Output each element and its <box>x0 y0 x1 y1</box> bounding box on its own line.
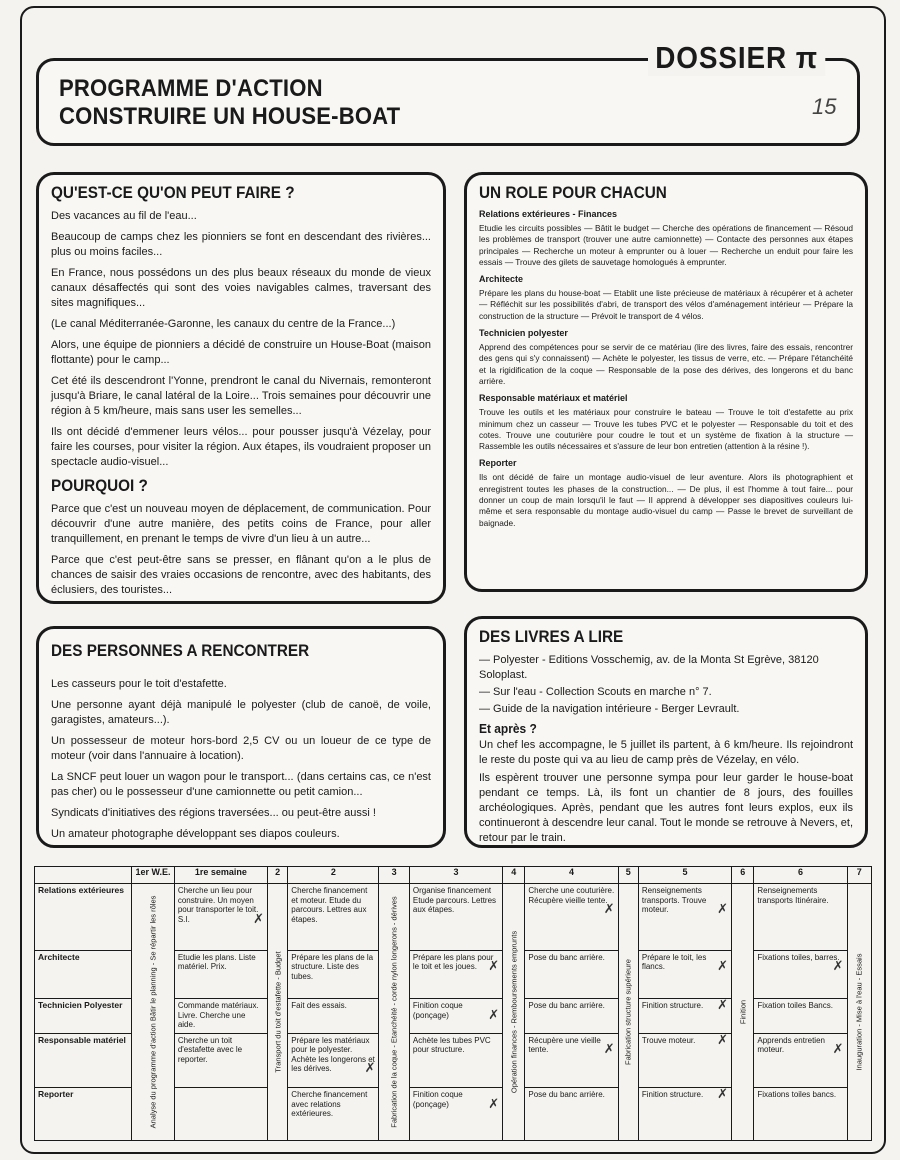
paragraph: Des vacances au fil de l'eau... <box>51 210 197 222</box>
vertical-text: Inauguration - Mise à l'eau - Essais <box>854 953 864 1071</box>
vertical-cell <box>379 884 409 1141</box>
table-cell <box>409 1088 502 1141</box>
header-cell: 7 <box>847 867 871 884</box>
cell-text: Finition structure. <box>641 1001 704 1011</box>
table-cell <box>288 950 379 999</box>
header-cell: 1er W.E. <box>132 867 175 884</box>
table-row <box>35 884 872 951</box>
check-mark-icon: ✗ <box>832 959 844 975</box>
paragraph: Un possesseur de moteur hors-bord 2,5 CV ou un loueur de ce type de moteur (voir dans l'annuaire à location). <box>51 735 431 762</box>
check-mark-icon: ✗ <box>603 902 615 918</box>
table-cell <box>409 950 502 999</box>
cell-text: Cherche financement et moteur. Etude du parcours. Lettres aux étapes. <box>291 886 368 924</box>
paragraph: Un amateur photographe développant ses diapos couleurs. <box>51 828 340 840</box>
vertical-text: Fabrication structure supérieure <box>623 959 633 1066</box>
paragraph: Beaucoup de camps chez les pionniers se font en descendant des rivières... plus ou moins faciles... <box>51 231 431 258</box>
table-cell <box>638 999 731 1033</box>
check-mark-icon: ✗ <box>717 959 729 975</box>
table-cell <box>174 999 267 1033</box>
header-cell: 4 <box>503 867 525 884</box>
vertical-cell <box>618 884 638 1141</box>
table-cell <box>754 884 847 951</box>
cell-text: Organise financement Etude parcours. Lettres aux étapes. <box>412 886 497 915</box>
table-cell <box>174 950 267 999</box>
paragraph: Ils espèrent trouver une personne sympa pour leur garder le house-boat pendant ce temps. Là, ils font un chantier de 8 jours, des fouilles archéologiques. Après, pendant que les autres font leurs explos, eux ils continueront à descendre leur canal. Tout le monde se retrouve à Nevers, et, retour par le train. <box>479 772 853 844</box>
paragraph: Parce que c'est peut-être sans se presser, en flânant qu'on a le plus de chances de saisir des vraies occasions de rencontre, avec des habitants, des éclusiers, des touristes... <box>51 554 431 596</box>
row-label: Architecte <box>35 950 132 999</box>
title-line-2: CONSTRUIRE UN HOUSE-BOAT <box>59 103 401 130</box>
check-mark-icon: ✗ <box>717 902 729 918</box>
role-heading: Architecte <box>479 274 524 285</box>
role-heading: Reporter <box>479 458 517 469</box>
table-cell <box>174 1088 267 1141</box>
box-title: UN ROLE POUR CHACUN <box>479 183 667 202</box>
table-cell <box>288 1033 379 1088</box>
paragraph: Ils ont décidé d'emmener leurs vélos... pour pousser jusqu'à Vézelay, pour faire les courses, pour visiter la région. Aux étapes, ils voudraient proposer un spectacle audio-visuel... <box>51 426 431 468</box>
cell-text: Pose du banc arrière. <box>528 1001 605 1011</box>
cell-text: Renseignements transports. Trouve moteur. <box>641 886 707 915</box>
book-item: — Polyester - Editions Vosschemig, av. de la Monta St Egrève, 38120 Soloplast. <box>479 654 819 681</box>
cell-text: Trouve moteur. <box>641 1035 696 1045</box>
vertical-text: Opération finances - Remboursements emprunts <box>509 931 519 1094</box>
cell-text: Finition structure. <box>641 1090 704 1100</box>
box-roles <box>464 172 868 592</box>
check-mark-icon: ✗ <box>717 1032 729 1048</box>
header-cell: 5 <box>638 867 731 884</box>
row-label: Responsable matériel <box>35 1033 132 1088</box>
table-cell <box>174 884 267 951</box>
header-cell: 2 <box>288 867 379 884</box>
cell-text: Récupère une vieille tente. <box>528 1035 601 1055</box>
cell-text: Etudie les plans. Liste matériel. Prix. <box>177 952 256 972</box>
cell-text: Fixations toiles, barres. <box>757 952 840 962</box>
header-cell: 3 <box>379 867 409 884</box>
cell-text: Apprends entretien moteur. <box>757 1035 825 1055</box>
paragraph: Syndicats d'initiatives des régions traversées... ou peut-être aussi ! <box>51 807 376 819</box>
planning-table <box>34 866 872 1141</box>
table-cell <box>174 1033 267 1088</box>
header-cell: 2 <box>268 867 288 884</box>
box-personnes <box>36 626 446 848</box>
vertical-cell <box>503 884 525 1141</box>
cell-text: Cherche un toit d'estafette avec le reporter. <box>177 1035 243 1064</box>
table-cell <box>638 1088 731 1141</box>
role-text: Apprend des compétences pour se servir de ce matériau (lire des livres, faire des essais, rencontrer des gens qui s'y connaissent) — Achète le polyester, les tissus de verre, etc. — Prépare l'étanchéité et la rigidification de la coque — Responsable de la pose des dérives, des longerons et du banc arrière. <box>479 342 853 386</box>
header-cell: 6 <box>754 867 847 884</box>
book-item: — Guide de la navigation intérieure - Berger Levrault. <box>479 703 740 715</box>
cell-text: Fixation toiles Bancs. <box>757 1001 833 1011</box>
cell-text: Prépare le toit, les flancs. <box>641 952 707 972</box>
table-cell <box>754 1033 847 1088</box>
cell-text: Commande matériaux. Livre. Cherche une aide. <box>177 1001 259 1030</box>
table-cell <box>638 1033 731 1088</box>
page-number: 15 <box>812 94 837 119</box>
role-heading: Responsable matériaux et matériel <box>479 393 628 404</box>
table-cell <box>409 884 502 951</box>
header-cell: 5 <box>618 867 638 884</box>
table-cell <box>525 999 618 1033</box>
check-mark-icon: ✗ <box>717 1087 729 1103</box>
role-text: Ils ont décidé de faire un montage audio-visuel de leur aventure. Alors ils photographient et enregistrent toutes les phases de la construction... — De plus, il est l'homme à tout faire... pour donner un coup de main lorsqu'il le faut — Il apprend à développer ses diapositives couleurs lui-même et sera responsable du montage audio-visuel du camp — Passe le brevet de surveillant de baignade. <box>479 472 853 528</box>
paragraph: Parce que c'est un nouveau moyen de déplacement, de communication. Pour découvrir d'une autre manière, des petits coins de France, pour aller tranquillement, en prenant le temps de vivre d'un lieu à un autre... <box>51 503 431 545</box>
header-cell: 1re semaine <box>174 867 267 884</box>
table-header-row <box>35 867 872 884</box>
subtitle-pourquoi: POURQUOI ? <box>51 476 148 495</box>
cell-text: Prépare les plans pour le toit et les joues. <box>412 952 494 972</box>
role-text: Prépare les plans du house-boat — Etablit une liste précieuse de matériaux à récupérer et à acheter — Réfléchit sur les possibilités d'abri, de transport des vélos d'aménagement intérieur — Prépare la construction de la structure — Prévoit le transport de 4 vélos. <box>479 288 853 321</box>
table-cell <box>409 1033 502 1088</box>
vertical-text: Fabrication de la coque - Etanchéité - corde nylon longerons - dérives <box>389 896 399 1128</box>
cell-text: Finition coque (ponçage) <box>412 1090 463 1109</box>
role-text: Etudie les circuits possibles — Bâtit le budget — Cherche des opérations de financement — Résoud les problèmes de transport (trouver une autre camionnette) — Contacte des personnes aux étapes principales — Recherche un moteur à emprunter ou à louer — Recherche un enduit pour faire les essais — Trouve des gilets de sauvetage homologués à emprunter. <box>479 223 853 267</box>
vertical-text: Transport du toit d'estafette - Budget <box>273 951 283 1073</box>
box-que-faire <box>36 172 446 604</box>
table-cell <box>638 884 731 951</box>
check-mark-icon: ✗ <box>488 1007 500 1023</box>
paragraph: (Le canal Méditerranée-Garonne, les canaux du centre de la France...) <box>51 318 396 330</box>
paragraph: La SNCF peut louer un wagon pour le transport... (dans certains cas, ce n'est pas cher) ou le possesseur d'une camionnette ou petit camion... <box>51 771 431 798</box>
paragraph: Une personne ayant déjà manipulé le polyester (club de canoë, de voile, garagistes, amateurs...). <box>51 699 431 726</box>
paragraph: Cet été ils descendront l'Yonne, prendront le canal du Nivernais, remonteront jusqu'à Briare, le canal latéral de la Loire... Trois semaines pour découvrir une région à 5 km/heure, mais sans user les semelles... <box>51 375 431 417</box>
box-livres <box>464 616 868 848</box>
cell-text: Finition coque (ponçage) <box>412 1001 463 1020</box>
cell-text: Cherche un lieu pour construire. Un moyen pour transporter le toit. S.I. <box>177 886 259 924</box>
cell-text: Achète les tubes PVC pour structure. <box>412 1035 491 1055</box>
table-cell <box>754 999 847 1033</box>
table-cell <box>525 884 618 951</box>
subtitle-et-apres: Et après ? <box>479 721 537 736</box>
box-title: DES LIVRES A LIRE <box>479 627 624 646</box>
cell-text: Prépare les matériaux pour le polyester. Achète les longerons et les dérives. <box>291 1035 375 1074</box>
table-cell <box>288 884 379 951</box>
paragraph: En France, nous possédons un des plus beaux réseaux du monde de vieux canaux désaffectés qui sont des voies navigables calmes, traversant des sites magnifiques... <box>51 267 431 309</box>
table-cell <box>754 1088 847 1141</box>
table-cell <box>409 999 502 1033</box>
paragraph: Un chef les accompagne, le 5 juillet ils partent, à 6 km/heure. Ils rejoindront le reste du poste qui va au lieu de camp près de Vézelay, en vélo. <box>479 739 853 766</box>
check-mark-icon: ✗ <box>717 998 729 1014</box>
header-cell: 6 <box>732 867 754 884</box>
vertical-cell <box>732 884 754 1141</box>
row-label: Technicien Polyester <box>35 999 132 1033</box>
check-mark-icon: ✗ <box>832 1042 844 1058</box>
page-title <box>59 75 556 131</box>
check-mark-icon: ✗ <box>603 1042 615 1058</box>
paragraph: Alors, une équipe de pionniers a décidé de construire un House-Boat (maison flottante) pour le camp... <box>51 339 431 366</box>
dossier-label: DOSSIER π <box>648 40 825 76</box>
check-mark-icon: ✗ <box>488 959 500 975</box>
vertical-cell <box>847 884 871 1141</box>
vertical-text: Finition <box>738 1000 748 1025</box>
book-item: — Sur l'eau - Collection Scouts en marche n° 7. <box>479 686 712 698</box>
header-cell <box>35 867 132 884</box>
cell-text: Pose du banc arrière. <box>528 1090 605 1100</box>
vertical-text: Analyse du programme d'action Bâtir le planning - Se répartir les rôles <box>148 895 158 1129</box>
vertical-cell <box>268 884 288 1141</box>
check-mark-icon: ✗ <box>488 1096 500 1112</box>
header-cell: 3 <box>409 867 502 884</box>
table-cell <box>525 1088 618 1141</box>
table-cell <box>288 1088 379 1141</box>
cell-text: Renseignements transports Itinéraire. <box>757 886 829 905</box>
check-mark-icon: ✗ <box>253 911 265 927</box>
table-cell <box>638 950 731 999</box>
row-label: Relations extérieures <box>35 884 132 951</box>
cell-text: Prépare les plans de la structure. Liste des tubes. <box>291 952 374 981</box>
cell-text: Cherche financement avec relations extérieures. <box>291 1090 368 1119</box>
title-line-1: PROGRAMME D'ACTION <box>59 75 323 102</box>
header-cell: 4 <box>525 867 618 884</box>
box-title: QU'EST-CE QU'ON PEUT FAIRE ? <box>51 183 295 202</box>
vertical-cell <box>132 884 175 1141</box>
role-text: Trouve les outils et les matériaux pour construire le bateau — Trouve le toit d'estafette au prix minimum chez un casseur — Trouve les tubes PVC et le polyester — Responsable du toit et des cotes. Trouve une couturière pour coudre le tout et un système de fixation à la structure — Rassemble les outils nécessaires et s'assure de leur bon entretien (attention à la résine !). <box>479 407 853 452</box>
role-heading: Technicien polyester <box>479 328 568 339</box>
cell-text: Fait des essais. <box>291 1001 347 1011</box>
table-cell <box>525 950 618 999</box>
table-cell <box>754 950 847 999</box>
table-cell <box>288 999 379 1033</box>
paragraph: Les casseurs pour le toit d'estafette. <box>51 678 227 690</box>
box-title: DES PERSONNES A RENCONTRER <box>51 641 310 660</box>
cell-text: Cherche une couturière. Récupère vieille tente. <box>528 886 615 905</box>
check-mark-icon: ✗ <box>364 1061 376 1077</box>
row-label: Reporter <box>35 1088 132 1141</box>
cell-text: Pose du banc arrière. <box>528 952 605 962</box>
role-heading: Relations extérieures - Finances <box>479 209 618 219</box>
table-cell <box>525 1033 618 1088</box>
cell-text: Fixations toiles bancs. <box>757 1090 837 1100</box>
